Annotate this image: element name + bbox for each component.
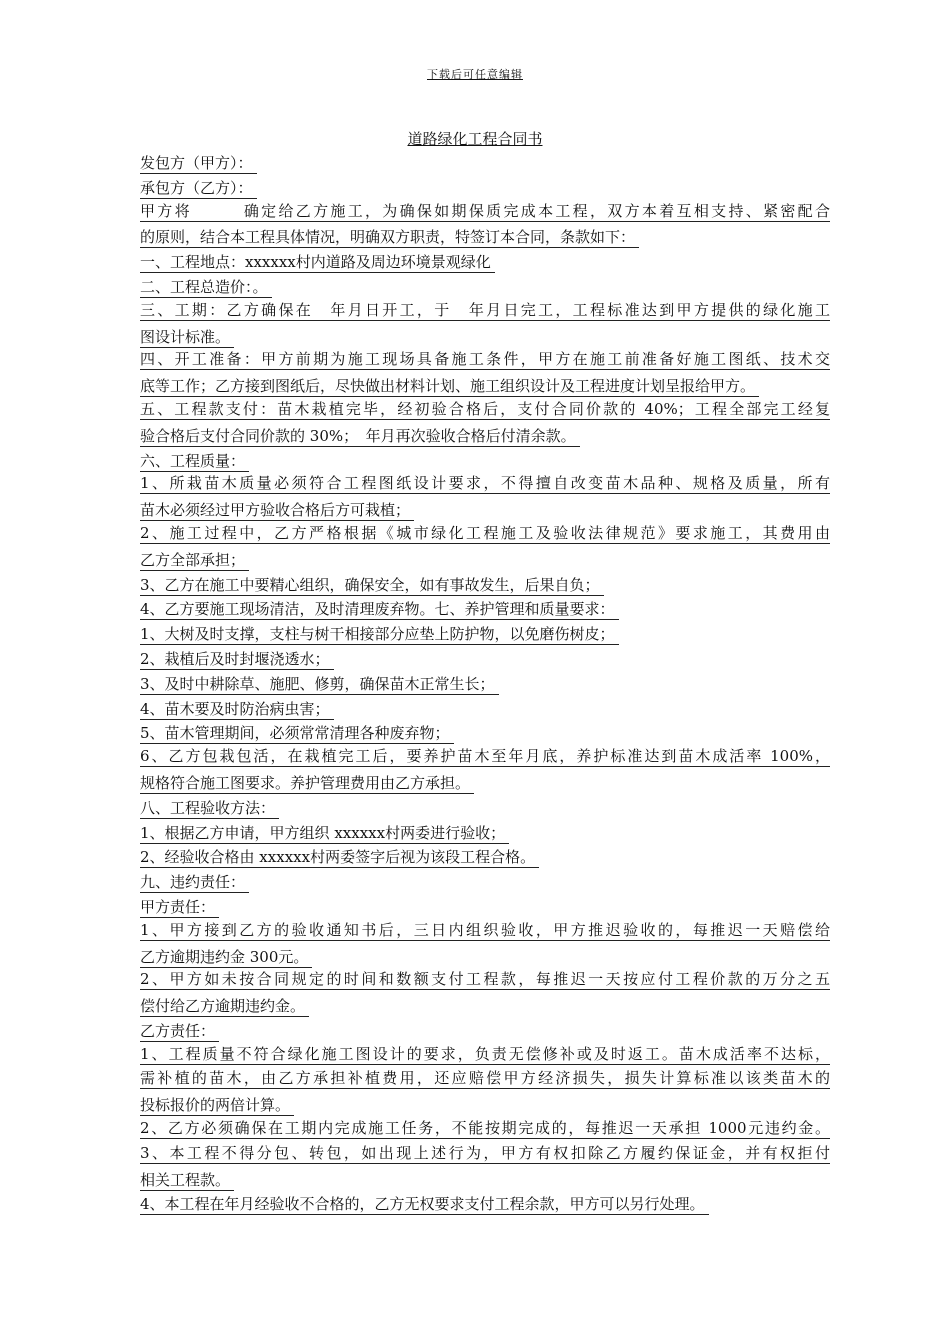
contract-line: 1、工程质量不符合绿化施工图设计的要求，负责无偿修补或及时返工。苗木成活率不达标， [140, 1044, 830, 1063]
contract-line: 需补植的苗木，由乙方承担补植费用，还应赔偿甲方经济损失，损失计算标准以该类苗木的 [140, 1069, 830, 1088]
contract-line: 发包方（甲方）： [140, 153, 257, 174]
contract-line-row [140, 473, 830, 498]
contract-line-row [140, 746, 830, 771]
contract-line: 3、乙方在施工中要精心组织，确保安全，如有事故发生，后果自负； [140, 575, 604, 596]
contract-line-row [140, 821, 830, 846]
contract-line: 乙方全部承担； [140, 550, 249, 571]
contract-line-row [140, 845, 830, 870]
contract-line: 2、栽植后及时封堰浇透水； [140, 649, 334, 670]
contract-line-row [140, 201, 830, 226]
contract-line-row [140, 969, 830, 994]
contract-line: 底等工作；乙方接到图纸后，尽快做出材料计划、施工组织设计及工程进度计划呈报给甲方。 [140, 376, 759, 397]
contract-line: 偿付给乙方逾期违约金。 [140, 996, 309, 1017]
contract-line-row [140, 573, 830, 598]
contract-line-row [140, 597, 830, 622]
contract-line: 乙方责任： [140, 1021, 219, 1042]
contract-line: 甲方责任： [140, 897, 219, 918]
contract-line: 1、甲方接到乙方的验收通知书后，三日内组织验收，甲方推迟验收的，每推迟一天赔偿给 [140, 920, 830, 939]
contract-line-row [140, 697, 830, 722]
contract-body [140, 151, 830, 1217]
contract-line-row [140, 1192, 830, 1217]
contract-line: 2、甲方如未按合同规定的时间和数额支付工程款，每推迟一天按应付工程价款的万分之五 [140, 970, 830, 989]
contract-line-row [140, 374, 830, 399]
download-note: 下载后可任意编辑 [427, 68, 523, 81]
contract-line: 1、大树及时支撑，支柱与树干相接部分应垫上防护物，以免磨伤树皮； [140, 624, 619, 645]
contract-line-row [140, 225, 830, 250]
contract-line-row [140, 1068, 830, 1093]
contract-line: 五、工程款支付：苗木栽植完毕，经初验合格后，支付合同价款的 40%；工程全部完工经复 [140, 399, 830, 418]
contract-line: 苗木必须经过甲方验收合格后方可栽植； [140, 500, 414, 521]
contract-line-row [140, 647, 830, 672]
contract-line: 图设计标准。 [140, 327, 234, 348]
contract-line-row [140, 672, 830, 697]
contract-line-row [140, 424, 830, 449]
contract-line-row [140, 300, 830, 325]
contract-line: 5、苗木管理期间，必须常常清理各种废弃物； [140, 723, 454, 744]
contract-line-row [140, 1019, 830, 1044]
contract-line-row [140, 1168, 830, 1193]
contract-line: 三、工期：乙方确保在 年月日开工，于 年月日完工，工程标准达到甲方提供的绿化施工 [140, 300, 830, 319]
contract-line-row [140, 523, 830, 548]
contract-line: 八、工程验收方法： [140, 798, 279, 819]
contract-line-row [140, 548, 830, 573]
contract-line: 2、乙方必须确保在工期内完成施工任务，不能按期完成的，每推迟一天承担 1000元违约金。 [140, 1119, 830, 1138]
contract-line-row [140, 945, 830, 970]
contract-line-row [140, 498, 830, 523]
contract-line-row [140, 399, 830, 424]
contract-line: 投标报价的两倍计算。 [140, 1095, 294, 1116]
contract-line: 二、工程总造价：。 [140, 277, 272, 298]
contract-line: 六、工程质量： [140, 451, 249, 472]
contract-line: 2、施工过程中，乙方严格根据《城市绿化工程施工及验收法律规范》要求施工，其费用由 [140, 523, 830, 542]
contract-line: 乙方逾期违约金 300元。 [140, 947, 312, 968]
contract-line: 承包方（乙方）： [140, 178, 257, 199]
document-title: 道路绿化工程合同书 [407, 130, 543, 148]
contract-line: 4、乙方要施工现场清洁，及时清理废弃物。七、养护管理和质量要求： [140, 599, 619, 620]
contract-line-row [140, 275, 830, 300]
contract-line: 甲方将 确定给乙方施工，为确保如期保质完成本工程，双方本着互相支持、紧密配合 [140, 201, 830, 220]
contract-line: 3、及时中耕除草、施肥、修剪，确保苗木正常生长； [140, 674, 499, 695]
contract-line-row [140, 449, 830, 474]
contract-line: 四、开工准备：甲方前期为施工现场具备施工条件，甲方在施工前准备好施工图纸、技术交 [140, 350, 830, 369]
contract-line-row [140, 1093, 830, 1118]
contract-line-row [140, 895, 830, 920]
contract-line-row [140, 771, 830, 796]
contract-line-row [140, 994, 830, 1019]
contract-line: 2、经验收合格由 xxxxxx村两委签字后视为该段工程合格。 [140, 847, 539, 868]
contract-line: 一、工程地点：xxxxxx村内道路及周边环境景观绿化 [140, 252, 495, 273]
contract-line: 4、苗木要及时防治病虫害； [140, 699, 334, 720]
contract-line-row [140, 721, 830, 746]
contract-line-row [140, 1118, 830, 1143]
contract-line: 6、乙方包栽包活，在栽植完工后，要养护苗木至年月底，养护标准达到苗木成活率 100%， [140, 747, 830, 766]
contract-line-row [140, 920, 830, 945]
contract-line: 相关工程款。 [140, 1170, 234, 1191]
contract-line-row [140, 796, 830, 821]
contract-line-row [140, 622, 830, 647]
contract-line: 的原则，结合本工程具体情况，明确双方职责，特签订本合同，条款如下： [140, 227, 639, 248]
contract-line: 验合格后支付合同价款的 30%； 年月再次验收合格后付清余款。 [140, 426, 580, 447]
contract-line: 1、所栽苗木质量必须符合工程图纸设计要求，不得擅自改变苗木品种、规格及质量，所有 [140, 474, 830, 493]
contract-line-row [140, 250, 830, 275]
contract-line-row [140, 151, 830, 176]
contract-line-row [140, 870, 830, 895]
contract-line: 3、本工程不得分包、转包，如出现上述行为，甲方有权扣除乙方履约保证金，并有权拒付 [140, 1143, 830, 1162]
contract-line-row [140, 325, 830, 350]
contract-line: 4、本工程在年月经验收不合格的，乙方无权要求支付工程余款，甲方可以另行处理。 [140, 1194, 709, 1215]
contract-line-row [140, 1143, 830, 1168]
contract-line: 九、违约责任： [140, 872, 249, 893]
contract-line: 1、根据乙方申请，甲方组织 xxxxxx村两委进行验收； [140, 823, 509, 844]
contract-line-row [140, 349, 830, 374]
contract-line-row [140, 1044, 830, 1069]
contract-line: 规格符合施工图要求。养护管理费用由乙方承担。 [140, 773, 474, 794]
contract-line-row [140, 176, 830, 201]
